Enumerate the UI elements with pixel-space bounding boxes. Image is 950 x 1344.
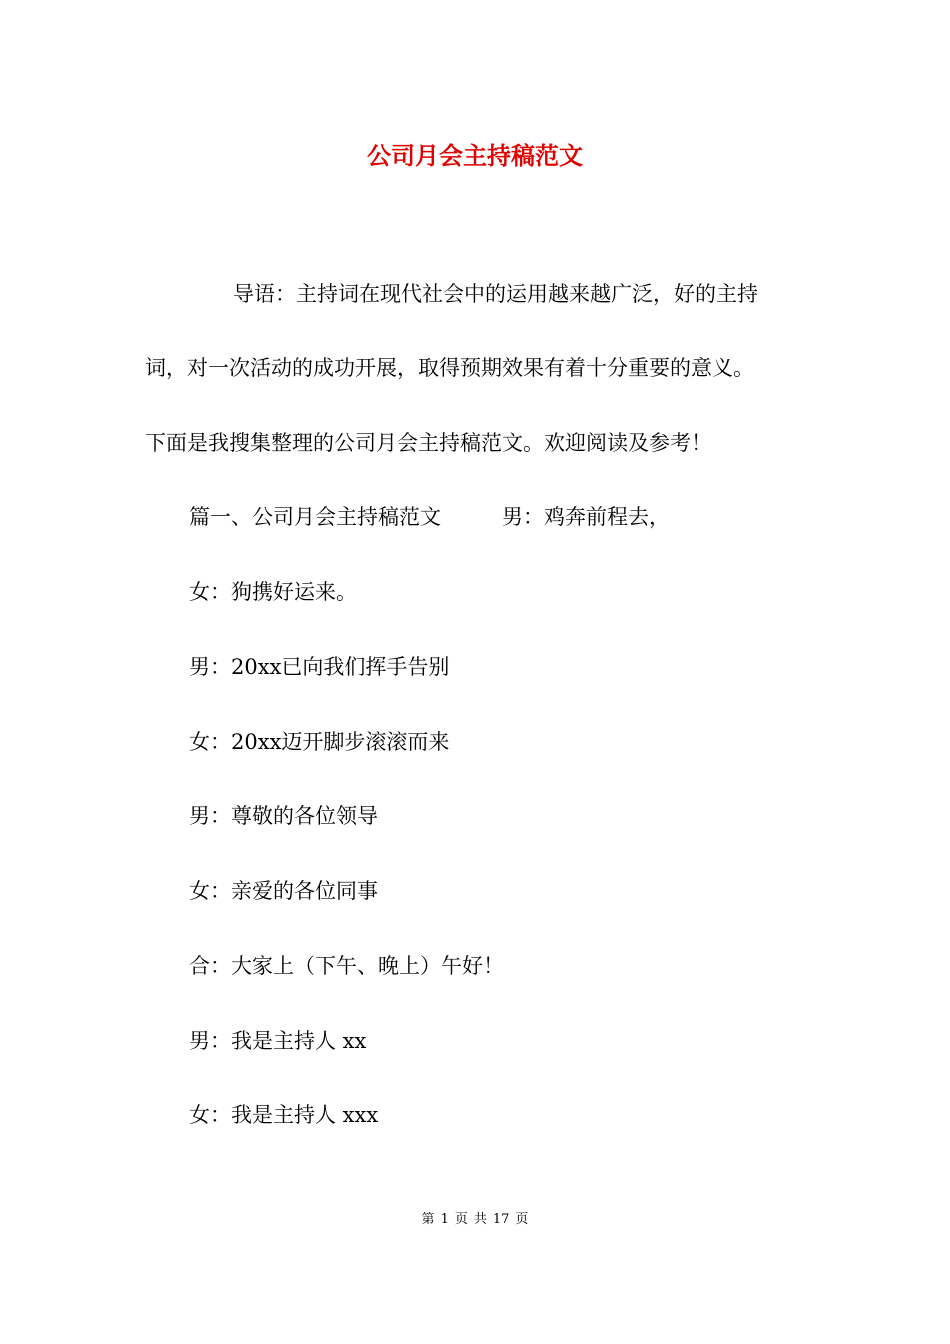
dialogue-line: 女：20xx迈开脚步滚滚而来 [189, 730, 450, 754]
dialogue-line: 女：亲爱的各位同事 [189, 879, 378, 903]
dialogue-line: 男：尊敬的各位领导 [189, 804, 378, 828]
footer-total-pages: 17 [492, 1212, 510, 1227]
section-heading: 篇一、公司月会主持稿范文 [189, 505, 441, 529]
footer-prefix: 第 [421, 1212, 435, 1227]
page-footer [0, 1208, 950, 1227]
document-title: 公司月会主持稿范文 [367, 141, 583, 170]
footer-current-page: 1 [440, 1212, 449, 1227]
footer-suffix: 页 [515, 1212, 529, 1227]
intro-line-1: 导语：主持词在现代社会中的运用越来越广泛，好的主持 [233, 282, 758, 306]
dialogue-line: 男：20xx已向我们挥手告别 [189, 655, 450, 679]
dialogue-line: 女：狗携好运来。 [189, 580, 357, 604]
intro-line-3: 下面是我搜集整理的公司月会主持稿范文。欢迎阅读及参考！ [145, 431, 712, 455]
dialogue-line: 合：大家上（下午、晚上）午好！ [189, 954, 504, 978]
intro-line-2: 词，对一次活动的成功开展，取得预期效果有着十分重要的意义。 [145, 356, 754, 380]
dialogue-line: 女：我是主持人 xxx [189, 1103, 379, 1127]
dialogue-line: 男：鸡奔前程去， [502, 505, 670, 529]
footer-total-word: 共 [473, 1212, 487, 1227]
footer-page-word: 页 [454, 1212, 468, 1227]
dialogue-line: 男：我是主持人 xx [189, 1029, 367, 1053]
